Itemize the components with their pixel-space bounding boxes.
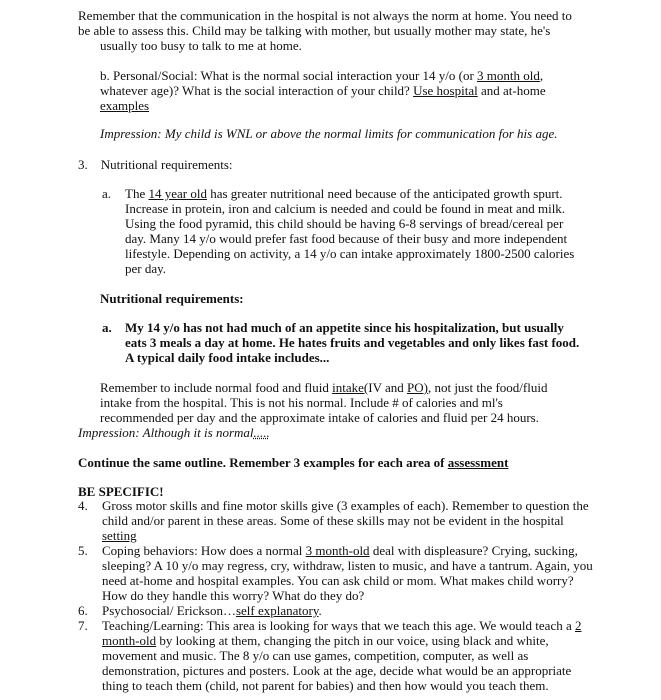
item-a-label: a. [102,186,112,201]
list-item-underline: 3 month-old [305,543,370,558]
section-3-number: 3. [78,157,88,172]
impression-nutrition-text: Impression: Although it is normal [78,425,254,440]
personal-social-underline-3: examples [100,98,150,113]
comm-line-2: be able to assess this. Child may be talking with mother, but usually mother may state, he's [78,23,551,38]
comm-line-3: usually too busy to talk to me at home. [100,38,302,53]
personal-social-underline-1: 3 month old [477,68,540,83]
list-item-text: Psychosocial/ Erickson… [102,603,236,618]
item-b-text: My 14 y/o has not had much of an appetite since his hospitalization, but usually eats 3 meals a day at home. He hates fruits and vegetables and only likes fast food. A typical daily food intake includes... [125,320,580,365]
section-3-heading [78,157,598,172]
list-item-text-end: by looking at them, changing the pitch in our voice, using black and white, movement and music. The 8 y/o can use games, competition, computer, as well as demonstration, pictures and posters. Look at the age, decide what would be an appropriate thing to teach them (child, not parent for babies) and then how would you teach them. [102,633,572,693]
list-item-text-end: deal with displeasure? Crying, sucking, sleeping? A 10 y/o may regress, cry, withdraw, listen to music, and have a tantrum. Again, you need at-home and hospital examples. You can ask child or mom. What makes child worry? How do they handle this worry? What do they do? [102,543,593,603]
remember-text-1: Remember to include normal food and fluid [100,380,333,395]
continue-text: Continue the same outline. Remember 3 examples for each area of [78,455,448,470]
list-item-number: 7. [78,618,88,633]
personal-social-text-2: , whatever age)? What is the social interaction of your child? [100,68,544,98]
item-b-label: a. [102,320,112,335]
assessment-list [78,498,598,693]
impression-communication: Impression: My child is WNL or above the normal limits for communication for his age. [100,126,558,141]
list-item-text-end: . [318,603,322,618]
item-a-text [125,186,580,276]
remember-text-2: IV and [368,380,407,395]
be-specific-heading: BE SPECIFIC! [78,484,164,499]
personal-social-underline-2: Use hospital [413,83,478,98]
remember-underline-1: intake( [332,380,369,395]
impression-nutrition [78,425,578,440]
paragraph-communication-note [78,8,598,53]
impression-nutrition-dots: ..... [253,425,270,440]
list-item [78,618,598,693]
list-item-number: 4. [78,498,88,513]
nutrition-item-example [100,320,590,365]
list-item-text: Coping behaviors: How does a normal [102,543,306,558]
personal-social-text-3: and at-home [477,83,546,98]
item-a-text-2: has greater nutritional need because of the anticipated growth spurt. Increase in protein, iron and calcium is needed and could be found in meat and milk. Using the food pyramid, this child should be having 6-8 servings of bread/cereal per day. Many 14 y/o would prefer fast food because of their busy and more independent lifestyle. Depending on activity, a 14 y/o can intake approximately 1800-2500 calories per day. [125,186,575,276]
remember-text-3: , not just the food/fluid intake from the hospital. This is not his normal. Include # of calories and ml's recommended per day and the approximate intake of calories and fluid per 24 hours. [100,380,548,425]
list-item-number: 5. [78,543,88,558]
continue-outline-note [78,455,508,470]
list-item-text: Teaching/Learning: This area is looking for ways that we teach this age. We would teach a [102,618,575,633]
list-item-text: Gross motor skills and fine motor skills give (3 examples of each). Remember to question the child and/or parent in these areas. Some of these skills may not be evident in the hospital [102,498,589,528]
section-3-title: Nutritional requirements: [100,157,233,172]
list-item [78,498,598,543]
item-a-underline: 14 year old [148,186,207,201]
list-item [78,603,598,618]
nutrition-item-a [100,186,590,276]
comm-line-1: Remember that the communication in the hospital is not always the norm at home. You need to [78,8,572,23]
list-item-underline: self explanatory [235,603,319,618]
nutritional-requirements-heading: Nutritional requirements: [100,291,244,306]
list-item-number: 6. [78,603,88,618]
personal-social-text-1: b. Personal/Social: What is the normal social interaction your 14 y/o (or [100,68,478,83]
item-a-text-1: The [125,186,149,201]
list-item-underline: setting [102,528,137,543]
continue-underline: assessment [447,455,509,470]
list-item-underline: 2 month-old [102,618,582,648]
remember-underline-2: PO) [407,380,428,395]
paragraph-personal-social [78,68,568,113]
paragraph-remember-include [100,380,560,425]
list-item [78,543,598,603]
